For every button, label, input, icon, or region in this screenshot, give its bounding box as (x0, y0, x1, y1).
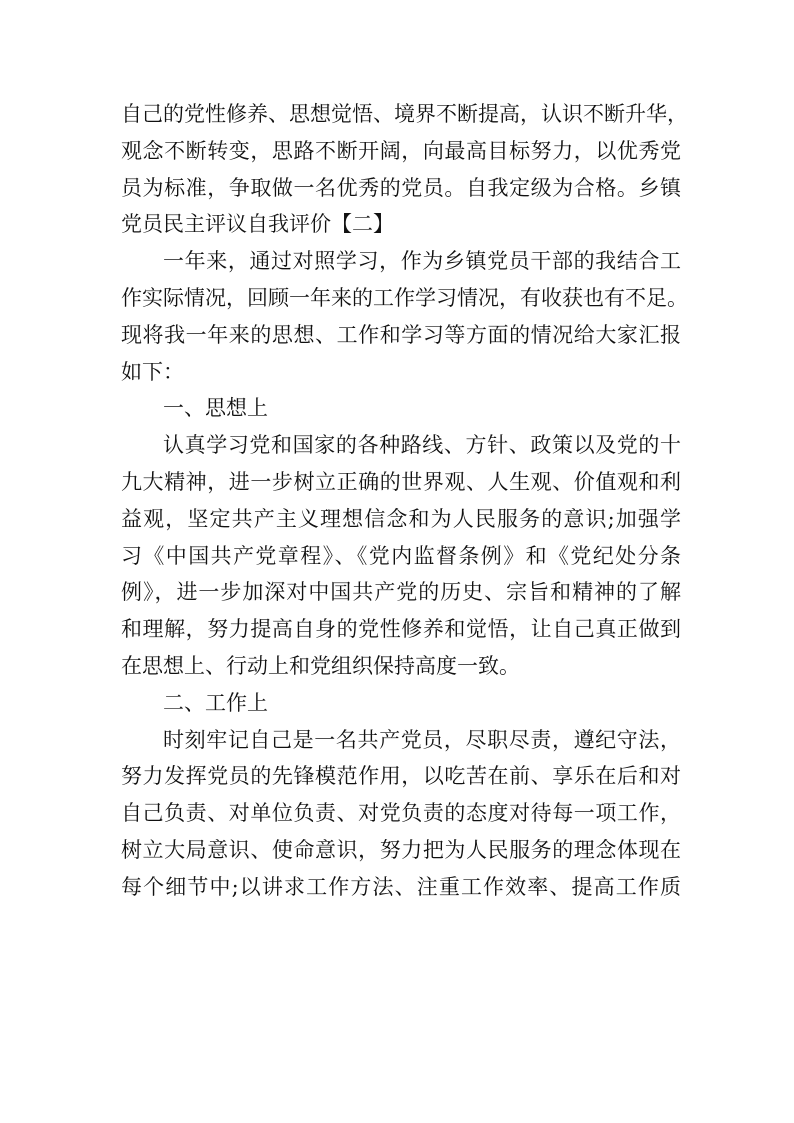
text-line: 每个细节中;以讲求工作方法、注重工作效率、提高工作质 (121, 874, 681, 899)
text-line: 现将我一年来的思想、工作和学习等方面的情况给大家汇报 (121, 322, 681, 347)
text-line: 作实际情况，回顾一年来的工作学习情况，有收获也有不足。 (121, 285, 688, 310)
text-line: 自己负责、对单位负责、对党负责的态度对待每一项工作， (121, 801, 681, 826)
text-line: 树立大局意识、使命意识，努力把为人民服务的理念体现在 (121, 837, 681, 862)
text-line: 九大精神，进一步树立正确的世界观、人生观、价值观和利 (121, 469, 681, 494)
text-line: 员为标准，争取做一名优秀的党员。自我定级为合格。乡镇 (121, 175, 681, 200)
section-heading-work: 二、工作上 (163, 690, 268, 715)
paragraph-last-line: 如下： (121, 359, 184, 384)
text-line: 例》，进一步加深对中国共产党的历史、宗旨和精神的了解 (121, 580, 681, 605)
text-line: 习《中国共产党章程》、《党内监督条例》和《党纪处分条 (121, 543, 681, 568)
paragraph-first-line: 认真学习党和国家的各种路线、方针、政策以及党的十 (163, 433, 681, 458)
text-line: 观念不断转变，思路不断开阔，向最高目标努力，以优秀党 (121, 138, 681, 163)
text-line: 努力发挥党员的先锋模范作用，以吃苦在前、享乐在后和对 (121, 764, 681, 789)
document-body (121, 96, 688, 906)
section-title-line: 党员民主评议自我评价【二】 (121, 212, 394, 237)
text-line: 益观，坚定共产主义理想信念和为人民服务的意识;加强学 (121, 506, 681, 531)
text-line: 自己的党性修养、思想觉悟、境界不断提高，认识不断升华， (121, 102, 688, 126)
paragraph-last-line: 在思想上、行动上和党组织保持高度一致。 (121, 653, 520, 678)
paragraph-first-line: 一年来，通过对照学习，作为乡镇党员干部的我结合工 (163, 249, 681, 274)
section-heading-thought: 一、思想上 (163, 396, 268, 421)
text-line: 和理解，努力提高自身的党性修养和觉悟，让自己真正做到 (121, 617, 681, 642)
paragraph-first-line: 时刻牢记自己是一名共产党员，尽职尽责，遵纪守法， (163, 727, 681, 752)
